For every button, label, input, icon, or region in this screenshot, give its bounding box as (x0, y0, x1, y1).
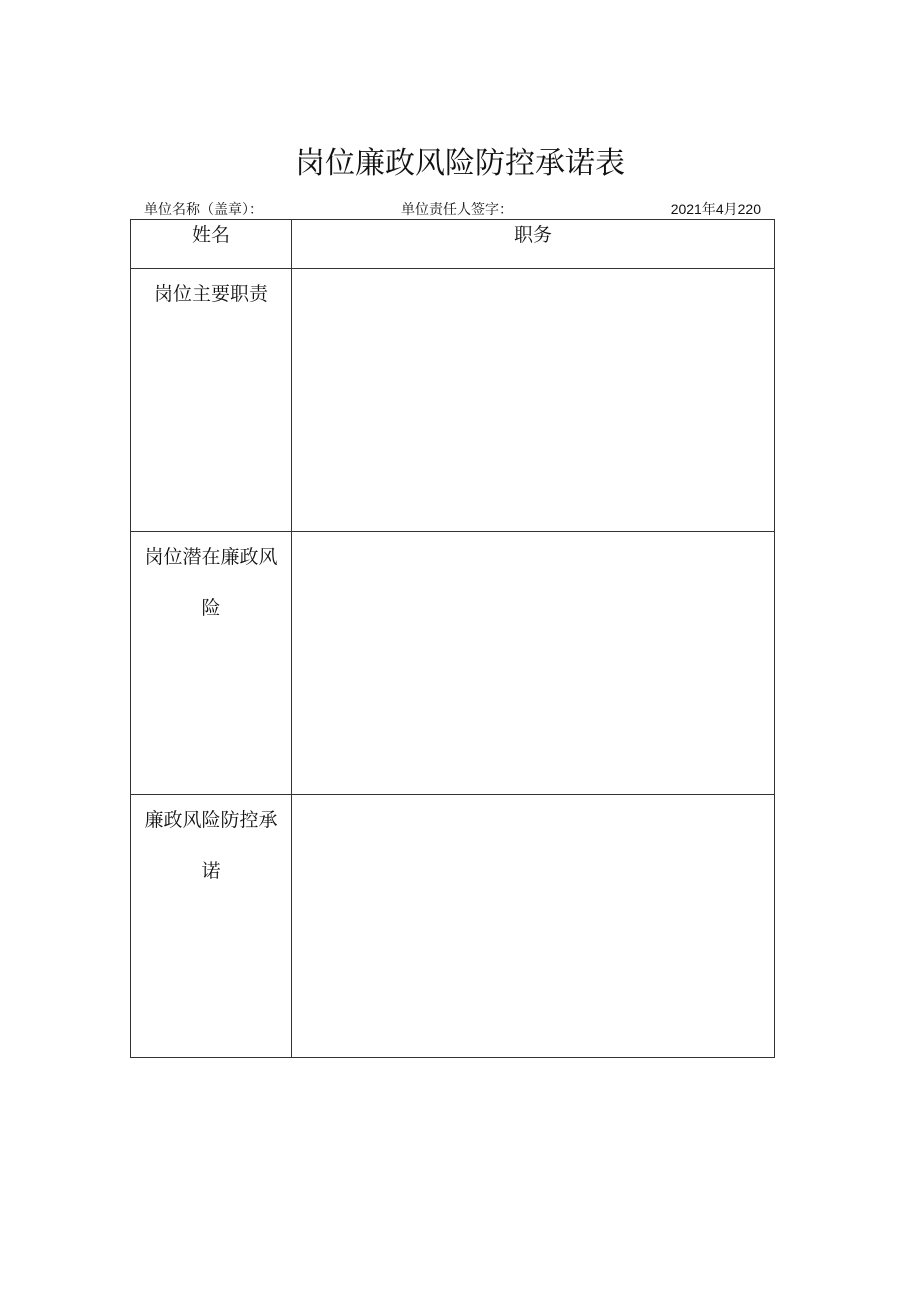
unit-name-label: 单位名称（盖章）： (144, 202, 263, 218)
row-label: 岗位潜在廉政风险 (144, 546, 278, 619)
row-label: 岗位主要职责 (153, 283, 268, 305)
form-meta-row (130, 199, 774, 219)
row-label-cell (131, 532, 292, 795)
row-label-cell (131, 795, 292, 1058)
name-header-cell (131, 220, 292, 269)
prevention-commitment-field[interactable] (292, 795, 775, 1058)
form-date: 2021年4月220 (670, 201, 761, 217)
name-label: 姓名 (191, 224, 230, 246)
main-duties-field[interactable] (292, 269, 775, 532)
table-row-potential-risks (131, 532, 775, 795)
potential-risks-field[interactable] (292, 532, 775, 795)
position-header-cell (292, 220, 775, 269)
table-row-prevention-commitment (131, 795, 775, 1058)
row-label-cell (131, 269, 292, 532)
table-header-row (131, 220, 775, 269)
responsible-sign-label: 单位责任人签字： (401, 202, 513, 218)
row-label: 廉政风险防控承诺 (144, 809, 278, 882)
commitment-table (130, 219, 775, 1058)
position-label: 职务 (513, 224, 552, 246)
table-row-main-duties (131, 269, 775, 532)
page-title: 岗位廉政风险防控承诺表 (295, 146, 625, 181)
